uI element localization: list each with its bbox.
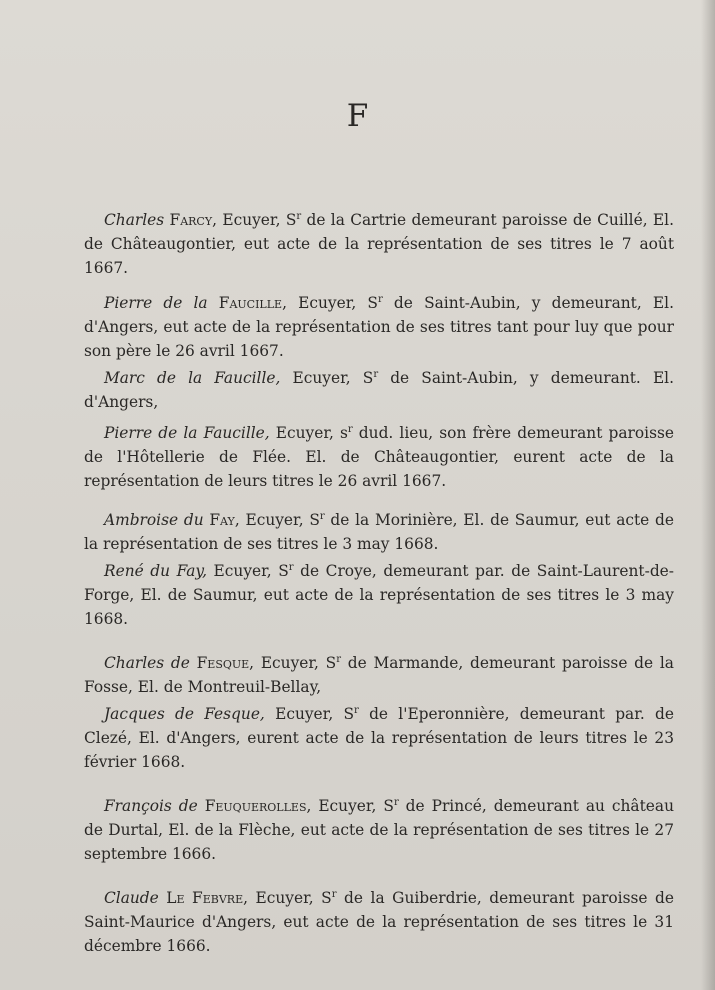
entry-title: Ecuyer, S bbox=[280, 369, 374, 387]
entry-text: dud. lieu, son frère demeurant paroisse de l'Hôtellerie de Flée. El. de Châteaugontier, eurent acte de la représentation de leurs titres le 26 avril 1667. bbox=[84, 424, 674, 490]
entry-title-superscript: r bbox=[331, 888, 337, 900]
entry-title: Ecuyer, S bbox=[254, 654, 337, 672]
entry-given-name: Ambroise du bbox=[104, 511, 204, 529]
entry-feuquerolles bbox=[84, 794, 674, 866]
entry-title: Ecuyer, S bbox=[248, 889, 332, 907]
entry-given-name: Pierre de la Faucille, bbox=[104, 424, 270, 442]
entry-text: de Princé, demeurant au château de Durtal, El. de la Flèche, eut acte de la représentation de ses titres le 27 septembre 1666. bbox=[84, 797, 674, 863]
entry-surname: Fay, bbox=[209, 511, 240, 529]
entry-title-superscript: r bbox=[377, 293, 383, 305]
section-letter-heading: F bbox=[346, 98, 369, 134]
entry-title-superscript: r bbox=[373, 368, 379, 380]
entry-fay-rene bbox=[84, 559, 674, 631]
entry-faucille-pierre-2 bbox=[84, 421, 674, 493]
entry-text: de la Morinière, El. de Saumur, eut acte de la représentation de ses titres le 3 may 1668. bbox=[84, 511, 674, 553]
entry-title-superscript: r bbox=[354, 704, 359, 716]
entry-given-name: Claude bbox=[104, 889, 159, 907]
entry-text: de la Cartrie demeurant paroisse de Cuillé, El. de Châteaugontier, eut acte de la représentation de ses titres le 7 août 1667. bbox=[84, 211, 674, 277]
entry-given-name: François de bbox=[104, 797, 198, 815]
entry-fesque-jacques bbox=[84, 702, 674, 774]
entry-surname: Feuquerolles, bbox=[204, 797, 312, 815]
entry-surname: Fesque, bbox=[196, 654, 255, 672]
entry-title-superscript: r bbox=[347, 423, 353, 435]
entries-list bbox=[84, 208, 674, 958]
entry-text: de Saint-Aubin, y demeurant, El. d'Angers, eut acte de la représentation de ses titres tant pour luy que pour son père le 26 avril 1667. bbox=[84, 294, 674, 360]
entry-given-name: René du Fay, bbox=[104, 562, 207, 580]
entry-text: de la Guiberdrie, demeurant paroisse de Saint-Maurice d'Angers, eut acte de la représentation de ses titres le 31 décembre 1666. bbox=[84, 889, 674, 955]
entry-given-name: Marc de la Faucille, bbox=[104, 369, 281, 387]
entry-faucille-pierre bbox=[84, 291, 674, 363]
entry-surname: Faucille, bbox=[218, 294, 287, 312]
entry-title-superscript: r bbox=[296, 210, 302, 222]
entry-fay-ambroise bbox=[84, 508, 674, 556]
entry-surname: Farcy, bbox=[169, 211, 217, 229]
entry-text: de Saint-Aubin, y demeurant. El. d'Angers, bbox=[84, 369, 674, 411]
entry-text: de Marmande, demeurant paroisse de la Fosse, El. de Montreuil-Bellay, bbox=[84, 654, 674, 696]
entry-title: Ecuyer, S bbox=[217, 211, 297, 229]
entry-farcy bbox=[84, 208, 674, 280]
entry-given-name: Charles de bbox=[104, 654, 190, 672]
entry-text: de Croye, demeurant par. de Saint-Laurent-de-Forge, El. de Saumur, eut acte de la représentation de ses titres le 3 may 1668. bbox=[84, 562, 674, 628]
entry-title: Ecuyer, S bbox=[239, 511, 320, 529]
entry-title: Ecuyer, s bbox=[269, 424, 348, 442]
entry-fesque-charles bbox=[84, 651, 674, 699]
entry-title: Ecuyer, S bbox=[286, 294, 378, 312]
entry-le-febvre bbox=[84, 886, 674, 958]
entry-surname: Le Febvre, bbox=[166, 889, 248, 907]
entry-faucille-marc bbox=[84, 366, 674, 414]
entry-title: Ecuyer, S bbox=[264, 705, 355, 723]
entry-title-superscript: r bbox=[336, 653, 342, 665]
entry-given-name: Charles bbox=[104, 211, 165, 229]
entry-title-superscript: r bbox=[288, 561, 294, 573]
entry-title: Ecuyer, S bbox=[206, 562, 289, 580]
entry-given-name: Jacques de Fesque, bbox=[104, 705, 265, 723]
entry-given-name: Pierre de la bbox=[104, 294, 208, 312]
entry-text: de l'Eperonnière, demeurant par. de Clezé, El. d'Angers, eurent acte de la représentation de leurs titres le 23 février 1668. bbox=[84, 705, 674, 771]
entry-title-superscript: r bbox=[319, 510, 325, 522]
entry-title-superscript: r bbox=[393, 796, 399, 808]
entry-title: Ecuyer, S bbox=[311, 797, 394, 815]
